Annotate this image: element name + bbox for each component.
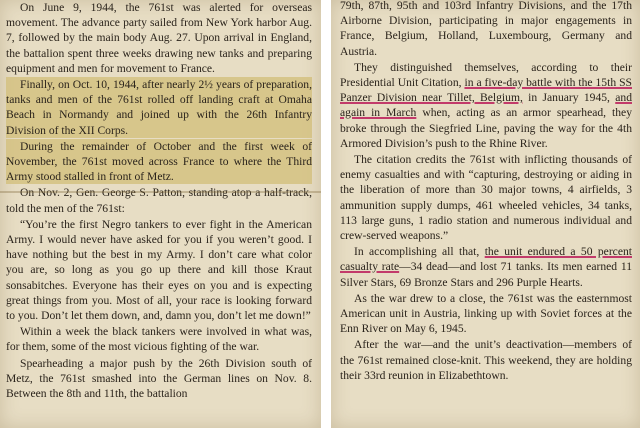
fold-crease	[0, 191, 321, 193]
paragraph: Spearheading a major push by the 26th Division south of Metz, the 761st smashed into the German lines on Nov. 8. Between the 8th and 11th, the battalion	[6, 356, 312, 401]
paragraph: Within a week the black tankers were involved in what was, for them, some of the most vicious fighting of the war.	[6, 325, 312, 354]
text-run: when, acting as an armor spearhead, they broke through the Siegfried Line, paving the way for the 4th Armored Division’s push to the Rhine River.	[340, 106, 632, 150]
underlined-text: the unit endured a 50 percent casualty rate	[340, 245, 632, 274]
newspaper-clipping-right	[331, 0, 640, 428]
text-run: In accomplishing all that,	[354, 245, 485, 259]
text-run: They distinguished themselves, according to their Presidential Unit Citation,	[340, 60, 632, 90]
quote-paragraph: “You’re the first Negro tankers to ever fight in the American Army. I would never have asked for you if you weren’t good. I have nothing but the best in my Army. I don’t care what color you are, so long as you go up there and kill those Kraut sonsabitches. Everyone has their eyes on you and is expecting great things from you. Most of all, your race is looking forward to you. Don’t let them down, and, damn you, don’t let me down!”	[6, 217, 312, 323]
paragraph: On Nov. 2, Gen. George S. Patton, standing atop a half-track, told the men of the 761st:	[6, 186, 312, 215]
paragraph	[340, 60, 632, 151]
underlined-text: in a five-day battle with the 15th SS Panzer Division near Tillet, Belgium,	[340, 76, 632, 105]
highlighted-paragraph: During the remainder of October and the first week of November, the 761st moved across France to where the Third Army stood stalled in front of Metz.	[6, 139, 312, 184]
article-column-left	[6, 0, 312, 402]
paragraph: As the war drew to a close, the 761st was the easternmost American unit in Austria, linking up with Soviet forces at the Enn River on May 6, 1945.	[340, 291, 632, 336]
highlighted-paragraph: Finally, on Oct. 10, 1944, after nearly 2½ years of preparation, tanks and men of the 761st rolled off landing craft at Omaha Beach in Normandy and joined up with the 26th Infantry Division of the XII Corps.	[6, 78, 312, 137]
paragraph: 79th, 87th, 95th and 103rd Infantry Divisions, and the 17th Airborne Division, participating in major engagements in France, Belgium, Holland, Luxembourg, Germany and Austria.	[340, 0, 632, 58]
underlined-text: and again in March	[340, 91, 632, 120]
paragraph: The citation credits the 761st with inflicting thousands of enemy casualties and with “capturing, destroying or aiding in the liberation of more than 30 major towns, 4 airfields, 3 ammunition supply dumps, 461 wheeled vehicles, 34 tanks, 113 large guns, 1 radio station and numerous individual and crew-served weapons.”	[340, 153, 632, 243]
text-run: —34 dead—and lost 71 tanks. Its men earned 11 Silver Stars, 69 Bronze Stars and 296 Purple Hearts.	[340, 260, 633, 289]
paragraph: On June 9, 1944, the 761st was alerted for overseas movement. The advance party sailed from New York harbor Aug. 7, followed by the main body Aug. 27. Upon arrival in England, the battalion spent three weeks drawing new tanks and preparing equipment and men for movement to France.	[6, 1, 312, 75]
article-column-right	[340, 0, 632, 384]
paragraph: After the war—and the unit’s deactivation—members of the 761st remained close-knit. This weekend, they are holding their 33rd reunion in Elizabethtown.	[340, 338, 632, 382]
paragraph	[340, 244, 632, 290]
text-run: in January 1945,	[522, 91, 616, 105]
